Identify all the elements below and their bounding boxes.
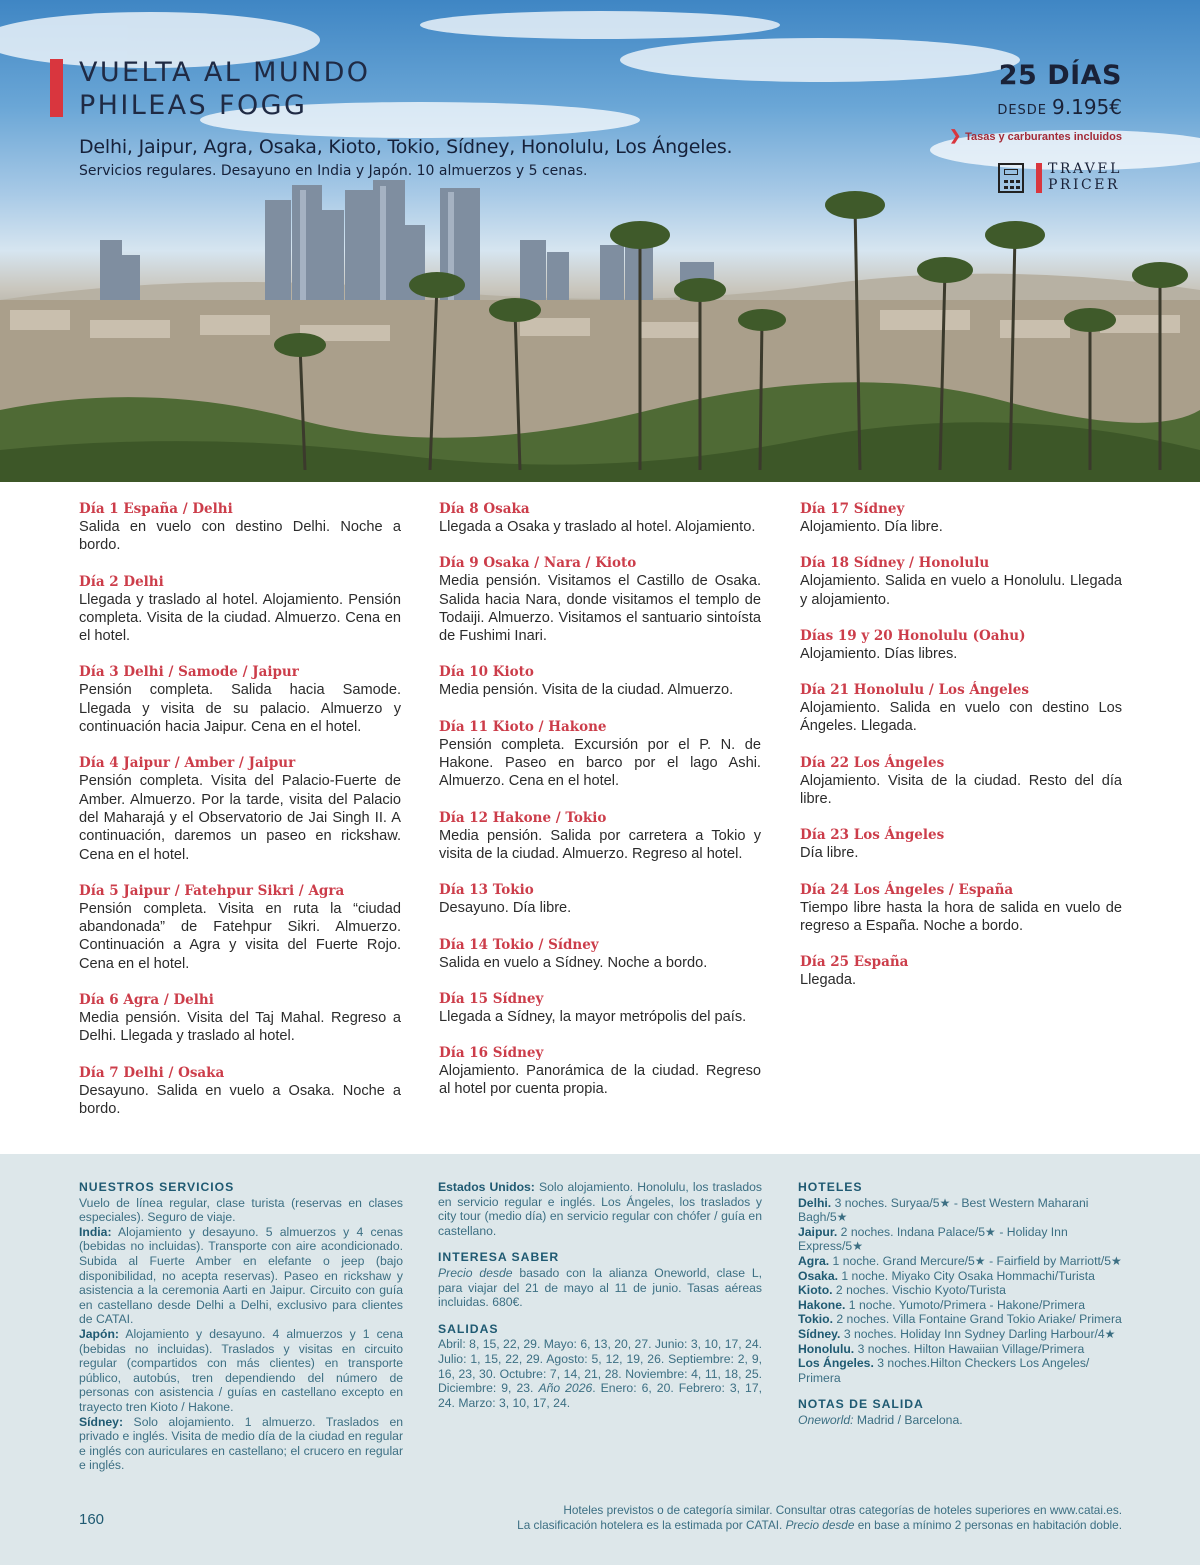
hotel-item (798, 1298, 1122, 1313)
day-description: Media pensión. Visita del Taj Mahal. Regreso a Delhi. Llegada y traslado al hotel. (79, 1010, 401, 1045)
salidas-year-label: Año 2026 (538, 1381, 593, 1396)
itinerary-day (439, 718, 761, 791)
itinerary-day (800, 681, 1122, 736)
services-japan-text: Alojamiento y desayuno. 4 almuerzos y 1 cena (bebidas no incluidas). Traslados y visitas en circuito regular (compartidos con más clientes) en transporte público, autobús, tren dependiendo del número de personas con asistencia / guías en castellano excepto en trayecto tren Kioto / Hakone. (79, 1326, 403, 1414)
itinerary-day (79, 754, 401, 863)
itinerary-day (439, 663, 761, 699)
trip-title (79, 56, 370, 122)
taxes-note-text: Tasas y carburantes incluidos (965, 131, 1122, 143)
itinerary-day (800, 627, 1122, 663)
chevron-right-icon: ❯ (949, 127, 962, 143)
day-title: Día 22 Los Ángeles (800, 754, 945, 771)
services-usa (438, 1180, 762, 1238)
services-india-text: Alojamiento y desayuno. 5 almuerzos y 4 cenas (bebidas no incluidas). Transporte con aire acondicionado. Subida al Fuerte Amber en elefante o jeep (bajo disponibilidad, no acepta reservas). Paseo en rickshaw y asistencia a la ceremonia Aarti en Jaipur. Circuito con guía en castellano desde Delhi a Delhi, exclusivo para clientes de CATAI. (79, 1224, 403, 1327)
day-description: Día libre. (800, 845, 859, 862)
hotel-city: Agra. (798, 1253, 830, 1268)
day-title: Día 4 Jaipur / Amber / Jaipur (79, 755, 296, 772)
day-description: Alojamiento. Días libres. (800, 645, 958, 662)
services-column (79, 1180, 403, 1473)
day-description: Media pensión. Visitamos el Castillo de Osaka. Salida hacia Nara, donde visitamos el templo de Todaiji. Almuerzo. Visitamos el santuario sintoísta de Fushimi Inari. (439, 573, 761, 645)
hotels-section (798, 1180, 1122, 1385)
itinerary-column-1 (79, 500, 401, 1136)
services-intro: Vuelo de línea regular, clase turista (reservas en clases especiales). Seguro de viaje. (79, 1195, 403, 1225)
day-title: Día 8 Osaka (439, 501, 530, 517)
hotel-city: Honolulu. (798, 1341, 855, 1356)
day-title: Día 15 Sídney (439, 990, 544, 1007)
trip-duration: 25 DÍAS (998, 60, 1122, 91)
interesa-saber-lead: Precio desde (438, 1265, 513, 1280)
itinerary-day (439, 554, 761, 645)
day-title: Día 2 Delhi (79, 573, 164, 590)
day-title: Día 10 Kioto (439, 664, 534, 681)
itinerary-day (439, 990, 761, 1026)
hero-photo (0, 0, 1200, 482)
trip-title-line2: PHILEAS FOGG (79, 90, 308, 121)
interesa-saber-text (438, 1266, 762, 1310)
day-description: Llegada a Osaka y traslado al hotel. Alojamiento. (439, 519, 756, 535)
services-usa-text: Solo alojamiento. Honolulu, los traslados en servicio regular e inglés. Los Ángeles, los traslados y city tour (medio día) en servicio regular con chófer / guía en castellano. (438, 1180, 762, 1238)
hotel-item (798, 1356, 1122, 1385)
itinerary-column-2 (439, 500, 761, 1117)
salidas-dates-2025: Abril: 8, 15, 22, 29. Mayo: 6, 13, 20, 27. Junio: 3, 10, 17, 24. Julio: 1, 15, 22, 29. Agosto: 5, 12, 19, 26. Septiembre: 2, 9, 16, 23, 30. Octubre: 7, 14, 21, 28. Noviembre: 4, 11, 18, 25. Diciembre: 9, 23. (438, 1337, 762, 1396)
hotel-city: Delhi. (798, 1195, 832, 1210)
itinerary-day (79, 500, 401, 555)
hotel-city: Los Ángeles. (798, 1356, 874, 1371)
footer-line-2-em: Precio desde (785, 1518, 855, 1532)
hotel-item (798, 1196, 1122, 1225)
hotel-details: 3 noches.Hilton Checkers Los Angeles/ Primera (798, 1356, 1090, 1385)
logo-accent-bar (1036, 163, 1042, 193)
day-title: Día 14 Tokio / Sídney (439, 936, 599, 953)
itinerary-day (800, 554, 1122, 609)
itinerary-day (439, 1044, 761, 1099)
hotels-heading: HOTELES (798, 1180, 863, 1194)
day-description: Pensión completa. Visita en ruta la “ciudad abandonada” de Fatehpur Sikri. Almuerzo. Continuación a Agra y visita del Fuerte Rojo. Cena en el hotel. (79, 900, 401, 972)
services-sydney (79, 1415, 403, 1473)
salidas-dates-2026: . Enero: 6, 20. Febrero: 3, 17, 24. Marzo: 3, 10, 17, 24. (438, 1381, 762, 1410)
itinerary-day (79, 663, 401, 736)
trip-title-line1: VUELTA AL MUNDO (79, 57, 371, 88)
day-title: Día 13 Tokio (439, 882, 534, 899)
services-heading: NUESTROS SERVICIOS (79, 1180, 235, 1194)
day-title: Día 12 Hakone / Tokio (439, 809, 607, 826)
logo-text-line2: PRICER (1048, 177, 1120, 193)
hotel-item (798, 1342, 1122, 1357)
hotel-item (798, 1225, 1122, 1254)
hotel-item (798, 1254, 1122, 1269)
notas-heading: NOTAS DE SALIDA (798, 1397, 924, 1412)
trip-cities: Delhi, Jaipur, Agra, Osaka, Kioto, Tokio, Sídney, Honolulu, Los Ángeles. (79, 136, 733, 158)
footer-line-2a: La clasificación hotelera es la estimada por CATAI. (517, 1518, 786, 1532)
day-description: Pensión completa. Salida hacia Samode. Llegada y visita de su palacio. Almuerzo y continuación hacia Jaipur. Cena en el hotel. (79, 682, 401, 736)
day-description: Alojamiento. Salida en vuelo a Honolulu. Llegada y alojamiento. (800, 573, 1122, 608)
hotel-item (798, 1327, 1122, 1342)
itinerary-day (439, 809, 761, 864)
itinerary-day (800, 500, 1122, 536)
calculator-icon (998, 163, 1024, 193)
day-description: Llegada a Sídney, la mayor metrópolis del país. (439, 1008, 747, 1025)
salidas-text (438, 1337, 762, 1410)
notas-text (798, 1413, 1122, 1428)
salidas-heading: SALIDAS (438, 1321, 499, 1336)
day-title: Día 24 Los Ángeles / España (800, 881, 1014, 898)
day-title: Días 19 y 20 Honolulu (Oahu) (800, 627, 1026, 644)
day-description: Llegada y traslado al hotel. Alojamiento. Pensión completa. Visita de la ciudad. Almuerzo. Cena en el hotel. (79, 591, 401, 645)
hotel-details: 1 noche. Yumoto/Primera - Hakone/Primera (845, 1297, 1085, 1312)
interesa-saber-section (438, 1250, 762, 1309)
price-amount: 9.195€ (1052, 95, 1122, 119)
hotel-city: Sídney. (798, 1326, 841, 1341)
trip-services-summary: Servicios regulares. Desayuno en India y Japón. 10 almuerzos y 5 cenas. (79, 163, 588, 179)
services-india (79, 1225, 403, 1327)
day-title: Día 23 Los Ángeles (800, 827, 945, 844)
footer-line-2 (517, 1518, 1122, 1533)
day-description: Tiempo libre hasta la hora de salida en vuelo de regreso a España. Noche a bordo. (800, 899, 1122, 934)
day-description: Alojamiento. Salida en vuelo con destino Los Ángeles. Llegada. (800, 700, 1122, 735)
hotel-details: 3 noches. Suryaa/5★ - Best Western Maharani Bagh/5★ (798, 1195, 1089, 1225)
itinerary-day (800, 754, 1122, 809)
day-title: Día 11 Kioto / Hakone (439, 718, 607, 735)
itinerary-day (79, 882, 401, 973)
day-description: Llegada. (800, 972, 856, 989)
hotels-column (798, 1180, 1122, 1440)
info-column-2 (438, 1180, 762, 1422)
salidas-section (438, 1322, 762, 1411)
hotel-details: 2 noches. Villa Fontaine Grand Tokio Ariake/ Primera (832, 1312, 1122, 1327)
hotel-details: 2 noches. Vischio Kyoto/Turista (832, 1283, 1006, 1298)
itinerary-column-3 (800, 500, 1122, 1008)
day-description: Salida en vuelo a Sídney. Noche a bordo. (439, 954, 708, 971)
services-usa-label: Estados Unidos: (438, 1180, 535, 1194)
itinerary-day (439, 936, 761, 972)
footer-line-2b: en base a mínimo 2 personas en habitación doble. (854, 1518, 1122, 1532)
day-title: Día 25 España (800, 954, 909, 971)
interesa-saber-heading: INTERESA SABER (438, 1250, 560, 1265)
footer-line-1: Hoteles previstos o de categoría similar. Consultar otras categorías de hoteles superiores en www.catai.es. (563, 1503, 1122, 1517)
hotel-city: Jaipur. (798, 1224, 838, 1239)
notas-label: Oneworld: (798, 1412, 854, 1427)
day-description: Alojamiento. Visita de la ciudad. Resto del día libre. (800, 772, 1122, 808)
notas-body: Madrid / Barcelona. (853, 1412, 963, 1427)
day-description: Media pensión. Visita de la ciudad. Almuerzo. (439, 682, 734, 699)
itinerary-day (79, 991, 401, 1046)
travel-pricer-logo (998, 161, 1122, 195)
day-description: Pensión completa. Visita del Palacio-Fuerte de Amber. Almuerzo. Por la tarde, visita del Palacio del Maharajá y el Observatorio de Jai Singh II. A continuación, daremos un paseo en rickshaw. Cena en el hotel. (79, 773, 401, 863)
itinerary-day (79, 1064, 401, 1119)
day-title: Día 3 Delhi / Samode / Jaipur (79, 664, 299, 681)
hotel-details: 1 noche. Grand Mercure/5★ - Fairfield by Marriott/5★ (829, 1253, 1122, 1268)
day-title: Día 17 Sídney (800, 501, 905, 517)
footer-notes (517, 1503, 1122, 1533)
day-description: Desayuno. Día libre. (439, 900, 572, 917)
day-title: Día 21 Honolulu / Los Ángeles (800, 682, 1029, 699)
itinerary-day (800, 881, 1122, 936)
day-title: Día 18 Sídney / Honolulu (800, 555, 990, 572)
notas-section (798, 1397, 1122, 1427)
price-line (997, 95, 1122, 119)
services-sydney-text: Solo alojamiento. 1 almuerzo. Traslados en privado e inglés. Visita de medio día de la ciudad en regular e inglés con auriculares en castellano; el crucero en regular e inglés. (79, 1414, 403, 1473)
itinerary-day (439, 500, 761, 536)
day-title: Día 9 Osaka / Nara / Kioto (439, 555, 637, 572)
day-description: Media pensión. Salida por carretera a Tokio y visita de la ciudad. Almuerzo. Regreso al hotel. (439, 827, 761, 862)
hotel-details: 1 noche. Miyako City Osaka Hommachi/Turista (837, 1268, 1095, 1283)
itinerary-day (79, 573, 401, 646)
interesa-saber-body: basado con la alianza Oneworld, clase L, para viajar del 21 de mayo al 11 de junio. Tasas aéreas incluidas. 680€. (438, 1265, 762, 1310)
hotel-item (798, 1269, 1122, 1284)
hotel-item (798, 1283, 1122, 1298)
day-description: Pensión completa. Excursión por el P. N. de Hakone. Paseo en barco por el lago Ashi. Almuerzo. Cena en el hotel. (439, 736, 761, 790)
hotel-city: Tokio. (798, 1312, 833, 1327)
hotel-city: Hakone. (798, 1297, 846, 1312)
itinerary-day (439, 881, 761, 917)
day-title: Día 16 Sídney (439, 1045, 544, 1062)
services-japan-label: Japón: (79, 1326, 119, 1341)
hotel-details: 3 noches. Holiday Inn Sydney Darling Harbour/4★ (840, 1326, 1116, 1341)
day-description: Desayuno. Salida en vuelo a Osaka. Noche a bordo. (79, 1082, 401, 1117)
services-japan (79, 1327, 403, 1415)
hotel-city: Kioto. (798, 1283, 833, 1298)
day-title: Día 1 España / Delhi (79, 501, 233, 517)
services-sydney-label: Sídney: (79, 1414, 124, 1429)
title-accent-bar (50, 59, 63, 117)
itinerary-day (800, 826, 1122, 862)
day-description: Alojamiento. Panorámica de la ciudad. Regreso al hotel por cuenta propia. (439, 1063, 761, 1098)
page-number: 160 (79, 1511, 105, 1528)
day-title: Día 5 Jaipur / Fatehpur Sikri / Agra (79, 882, 345, 899)
hotel-details: 3 noches. Hilton Hawaiian Village/Primera (854, 1341, 1085, 1356)
hotel-item (798, 1312, 1122, 1327)
day-title: Día 7 Delhi / Osaka (79, 1064, 225, 1081)
itinerary-day (800, 953, 1122, 989)
taxes-note (949, 127, 1122, 144)
day-description: Salida en vuelo con destino Delhi. Noche a bordo. (79, 519, 401, 554)
hotel-details: 2 noches. Indana Palace/5★ - Holiday Inn Express/5★ (798, 1224, 1068, 1254)
day-description: Alojamiento. Día libre. (800, 519, 943, 535)
logo-text-line1: TRAVEL (1048, 161, 1122, 177)
hotel-city: Osaka. (798, 1268, 838, 1283)
day-title: Día 6 Agra / Delhi (79, 992, 214, 1009)
services-india-label: India: (79, 1224, 112, 1239)
price-from-label: DESDE (997, 103, 1048, 118)
